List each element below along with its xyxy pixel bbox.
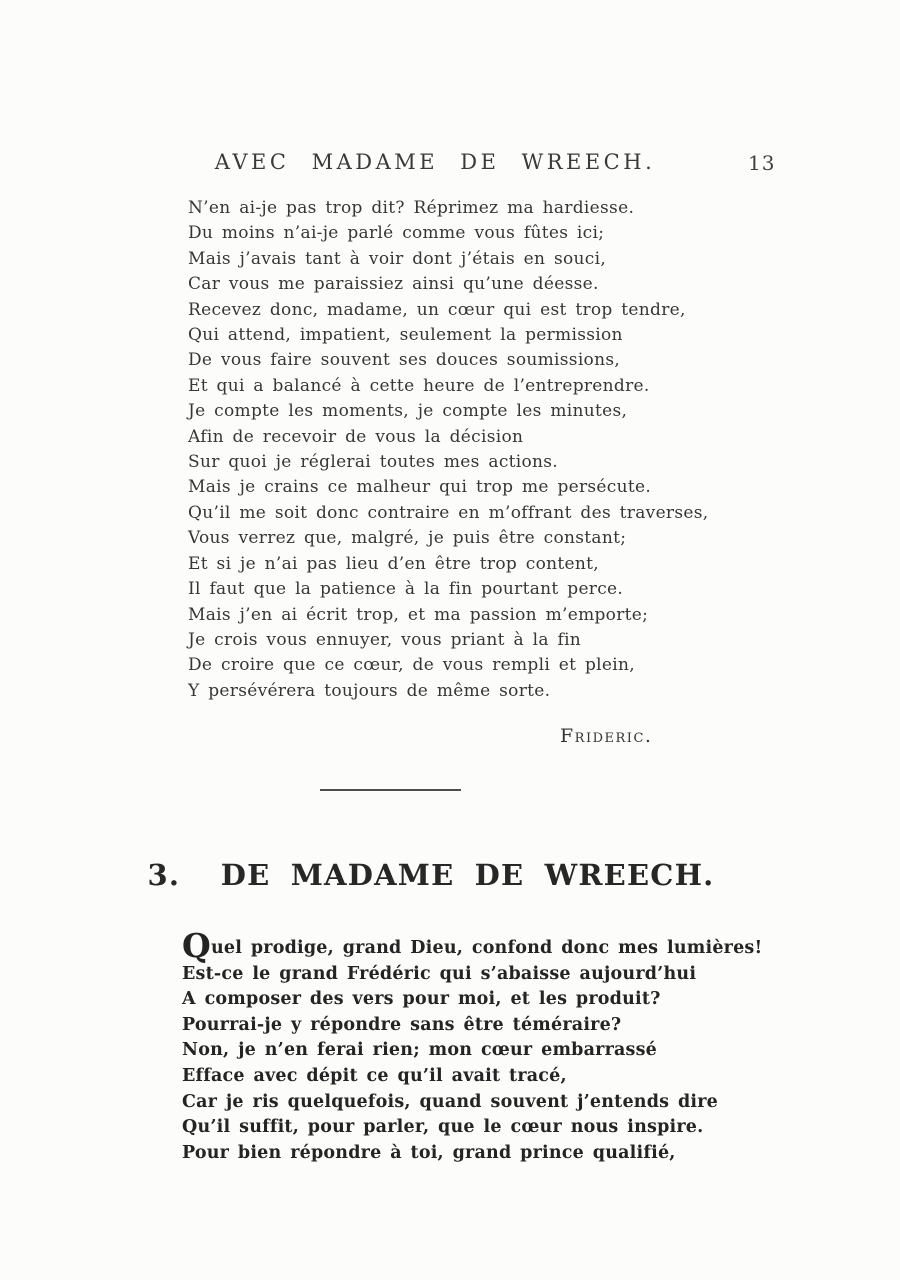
- poem-line: Afin de recevoir de vous la décision: [188, 426, 524, 447]
- page-number: 13: [748, 151, 776, 175]
- poem-line: Je crois vous ennuyer, vous priant à la fin: [188, 629, 582, 650]
- section-divider-rule: [320, 789, 461, 791]
- poem-line: Y persévérera toujours de même sorte.: [188, 680, 551, 701]
- poem-line: Est-ce le grand Frédéric qui s’abaisse aujourd’hui: [182, 963, 697, 984]
- poem-line: Non, je n’en ferai rien; mon cœur embarrassé: [182, 1040, 657, 1061]
- poem-line: Sur quoi je réglerai toutes mes actions.: [188, 452, 559, 473]
- poem-line: De croire que ce cœur, de vous rempli et plein,: [188, 655, 635, 676]
- poem-line: Il faut que la patience à la fin pourtant perce.: [188, 579, 624, 600]
- poem-line: Qu’il suffit, pour parler, que le cœur nous inspire.: [182, 1117, 704, 1138]
- running-head-title: AVEC MADAME DE WREECH.: [214, 150, 656, 174]
- poem-line: Je compte les moments, je compte les minutes,: [188, 401, 628, 422]
- poem-line: Quel prodige, grand Dieu, confond donc mes lumières!: [182, 926, 763, 965]
- poem-line: Pourrai-je y répondre sans être téméraire?: [182, 1014, 622, 1035]
- poem-signature: Frideric.: [560, 725, 653, 747]
- poem-line: Car vous me paraissiez ainsi qu’une déesse.: [188, 274, 599, 295]
- poem-line: Et si je n’ai pas lieu d’en être trop content,: [188, 553, 599, 574]
- poem-line: Qui attend, impatient, seulement la permission: [188, 325, 623, 346]
- poem-line: Car je ris quelquefois, quand souvent j’entends dire: [182, 1091, 719, 1112]
- section-heading: 3. DE MADAME DE WREECH.: [147, 858, 715, 892]
- poem-line: Mais j’avais tant à voir dont j’étais en souci,: [188, 248, 607, 269]
- poem-madame-de-wreech: [182, 926, 763, 1166]
- poem-line: Et qui a balancé à cette heure de l’entreprendre.: [188, 375, 650, 396]
- poem-frideric: [188, 196, 708, 704]
- poem-line: Qu’il me soit donc contraire en m’offrant des traverses,: [188, 502, 709, 523]
- poem-line: Vous verrez que, malgré, je puis être constant;: [188, 528, 627, 549]
- poem-line: N’en ai-je pas trop dit? Réprimez ma hardiesse.: [188, 198, 635, 218]
- poem-line: Pour bien répondre à toi, grand prince qualifié,: [182, 1142, 676, 1163]
- poem-line: Mais j’en ai écrit trop, et ma passion m’emporte;: [188, 604, 649, 625]
- poem-line: Du moins n’ai-je parlé comme vous fûtes ici;: [188, 223, 605, 244]
- poem-line: A composer des vers pour moi, et les produit?: [182, 989, 661, 1010]
- poem-line: De vous faire souvent ses douces soumissions,: [188, 350, 621, 371]
- poem-line: Mais je crains ce malheur qui trop me persécute.: [188, 477, 652, 498]
- poem-line: Recevez donc, madame, un cœur qui est trop tendre,: [188, 299, 686, 320]
- poem-line: Efface avec dépit ce qu’il avait tracé,: [182, 1065, 567, 1086]
